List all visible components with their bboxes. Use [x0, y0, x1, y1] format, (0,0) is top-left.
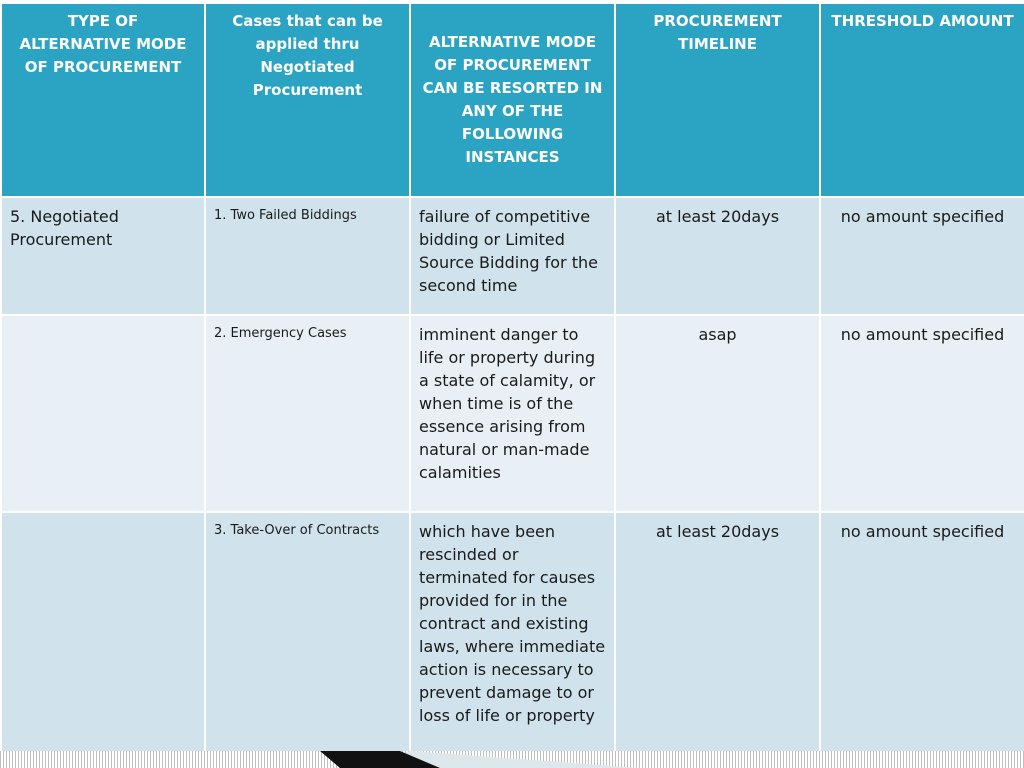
timeline-cell: at least 20days: [615, 512, 820, 758]
header-threshold: THRESHOLD AMOUNT: [820, 3, 1024, 197]
table-row: [1, 512, 1024, 758]
mode-cell: 5. Negotiated Procurement: [1, 197, 205, 315]
case-cell: 1. Two Failed Biddings: [205, 197, 410, 315]
threshold-cell: no amount specified: [820, 315, 1024, 512]
footer-decoration: [0, 751, 1024, 768]
timeline-cell: at least 20days: [615, 197, 820, 315]
header-timeline: PROCUREMENT TIMELINE: [615, 3, 820, 197]
threshold-cell: no amount specified: [820, 512, 1024, 758]
header-mode: TYPE OF ALTERNATIVE MODE OF PROCUREMENT: [1, 3, 205, 197]
threshold-cell: no amount specified: [820, 197, 1024, 315]
procurement-table: [0, 2, 1024, 759]
instance-cell: imminent danger to life or property during a state of calamity, or when time is of the essence arising from natural or man-made calamities: [410, 315, 615, 512]
instance-cell: which have been rescinded or terminated for causes provided for in the contract and existing laws, where immediate action is necessary to prevent damage to or loss of life or property: [410, 512, 615, 758]
header-row: [1, 3, 1024, 197]
header-cases: Cases that can be applied thru Negotiated Procurement: [205, 3, 410, 197]
footer-arrow-shape: [0, 751, 1024, 768]
table-row: [1, 315, 1024, 512]
header-instances: ALTERNATIVE MODE OF PROCUREMENT CAN BE RESORTED IN ANY OF THE FOLLOWING INSTANCES: [410, 3, 615, 197]
mode-cell: [1, 315, 205, 512]
timeline-cell: asap: [615, 315, 820, 512]
mode-cell: [1, 512, 205, 758]
instance-cell: failure of competitive bidding or Limited Source Bidding for the second time: [410, 197, 615, 315]
case-cell: 2. Emergency Cases: [205, 315, 410, 512]
case-cell: 3. Take-Over of Contracts: [205, 512, 410, 758]
table-row: [1, 197, 1024, 315]
